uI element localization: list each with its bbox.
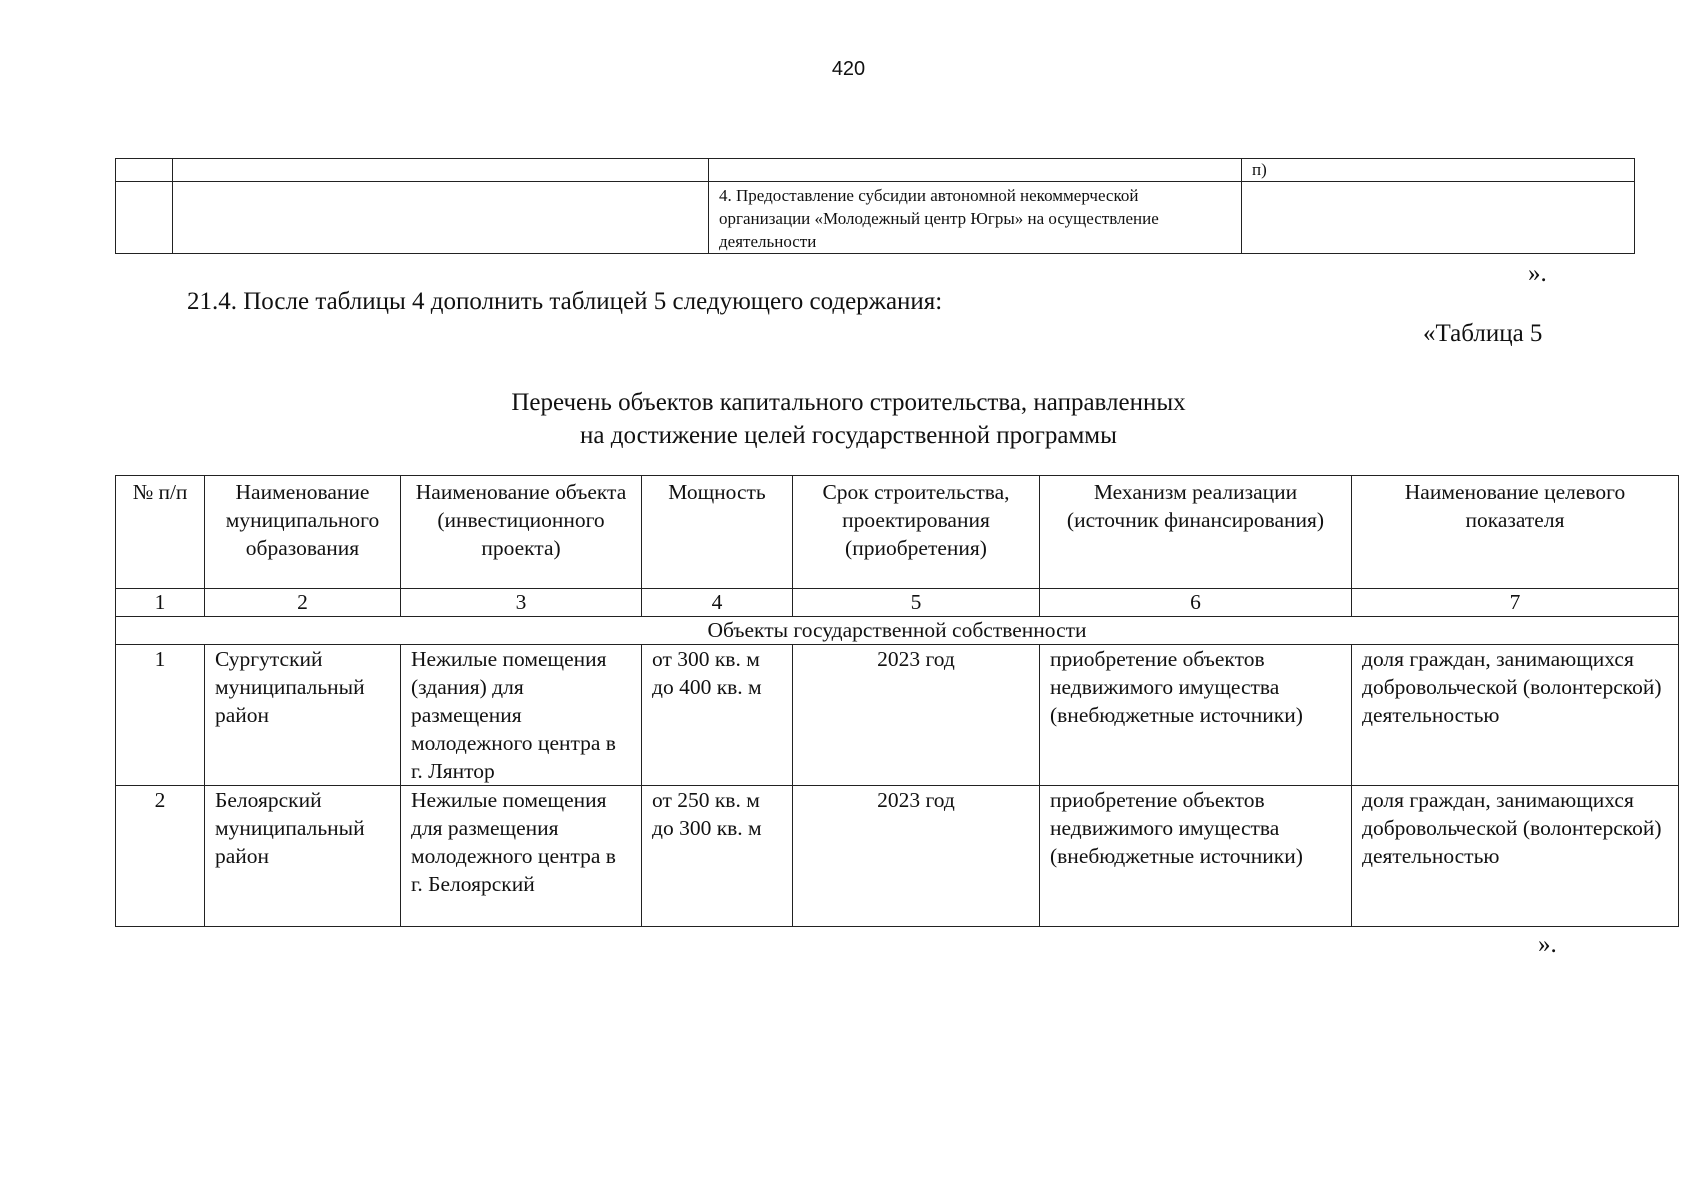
column-number: 6 [1040,589,1352,617]
mechanism-cell: приобретение объектов недвижимого имущества (внебюджетные источники) [1040,786,1352,927]
closing-quote: ». [1538,931,1557,958]
page-number: 420 [831,58,866,80]
indicator-cell: доля граждан, занимающихся добровольческой (волонтерской) деятельностью [1352,786,1679,927]
term-cell: 2023 год [793,645,1040,786]
table-header-row [116,476,1679,589]
table-title-line: Перечень объектов капитального строительства, направленных [511,389,1186,416]
capacity-cell: от 300 кв. м до 400 кв. м [642,645,793,786]
table-cell [173,159,709,182]
table-row [116,159,1635,182]
object-cell: Нежилые помещения для размещения молодежного центра в г. Белоярский [401,786,642,927]
table-cell [116,182,173,254]
table-cell [116,159,173,182]
header-cell: Механизм реализации (источник финансирования) [1040,476,1352,589]
table-row [116,786,1679,927]
column-number: 2 [205,589,401,617]
section-row [116,617,1679,645]
header-cell: Мощность [642,476,793,589]
header-cell: № п/п [116,476,205,589]
mechanism-cell: приобретение объектов недвижимого имущества (внебюджетные источники) [1040,645,1352,786]
table-title-line: на достижение целей государственной программы [580,422,1117,449]
municipality-cell: Сургутский муниципальный район [205,645,401,786]
column-number: 3 [401,589,642,617]
closing-quote: ». [1528,260,1547,287]
header-cell: Наименование объекта (инвестиционного проекта) [401,476,642,589]
capital-objects-table [115,475,1679,927]
table-row [116,645,1679,786]
object-cell: Нежилые помещения (здания) для размещения молодежного центра в г. Лянтор [401,645,642,786]
term-cell: 2023 год [793,786,1040,927]
header-cell: Наименование целевого показателя [1352,476,1679,589]
table-cell [173,182,709,254]
column-number: 1 [116,589,205,617]
amendment-paragraph: 21.4. После таблицы 4 дополнить таблицей 5 следующего содержания: [187,288,943,315]
table-cell: 4. Предоставление субсидии автономной некоммерческой организации «Молодежный центр Югры» на осуществление деятельности [709,182,1242,254]
table-cell [709,159,1242,182]
header-cell: Срок строительства, проектирования (приобретения) [793,476,1040,589]
column-number: 5 [793,589,1040,617]
previous-table-continuation [115,158,1635,254]
header-cell: Наименование муниципального образования [205,476,401,589]
table-title [0,386,1697,452]
column-number: 4 [642,589,793,617]
column-number: 7 [1352,589,1679,617]
indicator-cell: доля граждан, занимающихся добровольческой (волонтерской) деятельностью [1352,645,1679,786]
row-number: 1 [116,645,205,786]
table-row [116,182,1635,254]
table-cell [1242,182,1635,254]
table-cell: п) [1242,159,1635,182]
table-label: «Таблица 5 [1423,320,1543,347]
row-number: 2 [116,786,205,927]
capacity-cell: от 250 кв. м до 300 кв. м [642,786,793,927]
municipality-cell: Белоярский муниципальный район [205,786,401,927]
column-number-row [116,589,1679,617]
section-title: Объекты государственной собственности [116,617,1679,645]
